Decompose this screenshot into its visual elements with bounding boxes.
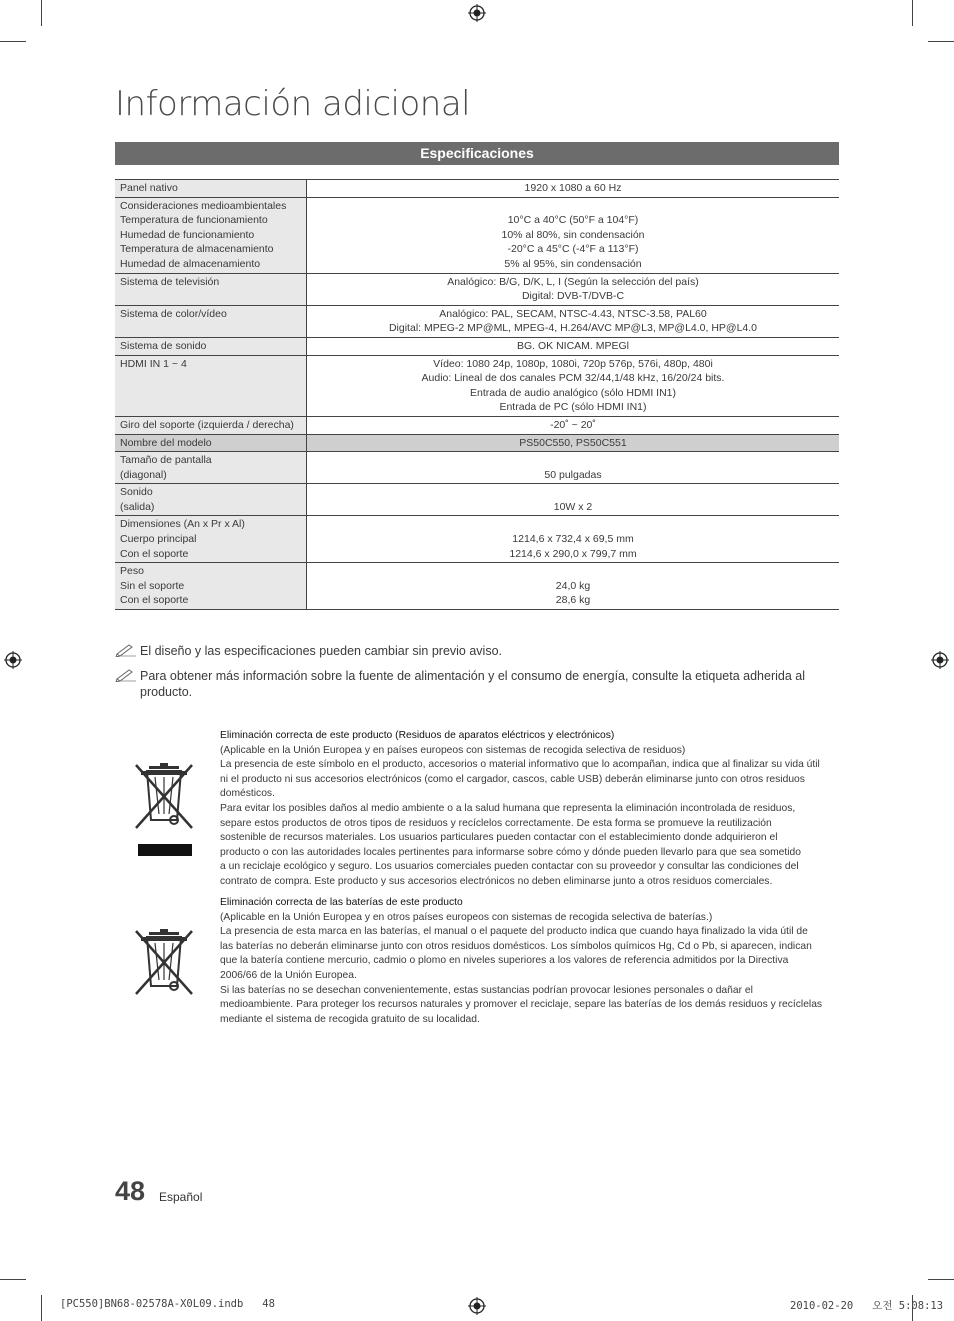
spec-value [307,452,840,484]
disposal-text-line: ni el producto ni sus accesorios electrónicos (como el cargador, cascos, cable USB) deberán eliminarse junto con otros residuos [220,773,805,785]
disposal-text-line: La presencia de este símbolo en el producto, accesorios o material informativo que lo acompañan, indica que al finalizar su vida útil [220,759,820,771]
spec-label-line: Peso [120,565,144,578]
spec-label-line: Dimensiones (An x Pr x Al) [120,518,245,531]
spec-label [115,305,307,337]
disposal-text-line: Para evitar los posibles daños al medio ambiente o a la salud humana que representa la eliminación incontrolada de residuos, [220,802,796,814]
spec-label [115,355,307,416]
spec-value [307,563,840,610]
spec-value [307,355,840,416]
spec-value-line: Analógico: B/G, D/K, L, I (Según la selección del país) [447,275,699,288]
spec-label-line: Cuerpo principal [120,533,197,546]
disposal-product-section [220,729,836,890]
spec-label-line: Sistema de color/vídeo [120,307,227,320]
page-number: 48 [115,1176,146,1206]
spec-label-line: Sonido [120,486,153,499]
spec-label-line: Temperatura de almacenamiento [120,243,274,256]
spec-value-line: 1214,6 x 290,0 x 799,7 mm [509,547,637,560]
crop-mark [912,0,913,26]
spec-label-line: Sistema de televisión [120,275,220,288]
disposal-text-line: a un reciclaje ecológico y seguro. Los usuarios comerciales pueden contactar con su proveedor y consultar las condiciones del [220,861,799,873]
page-title: Información adicional [115,84,471,124]
footer-timestamp: 2010-02-20 오전 5:08:13 [790,1300,944,1312]
note-design-change [115,643,839,659]
spec-label-line: Humedad de funcionamiento [120,228,255,241]
spec-row [115,452,839,484]
spec-label-line: Sin el soporte [120,579,185,592]
spec-label-line: (salida) [120,500,155,513]
spec-value-line: 1214,6 x 732,4 x 69,5 mm [512,533,634,546]
spec-value-line: 5% al 95%, sin condensación [504,257,642,270]
spec-value-line: 1920 x 1080 a 60 Hz [524,182,622,194]
spec-label-line: Sistema de sonido [120,339,207,352]
spec-value-line: -20°C a 45°C (-4°F a 113°F) [507,243,639,256]
spec-row [115,516,839,563]
disposal-text-line: mediante el sistema de recogida gratuito de su localidad. [220,1013,480,1025]
disposal-text-line: Si las baterías no se desechan convenientemente, estas sustancias podrían provocar lesiones personales o dañar el [220,984,753,996]
disposal-text-line: separe estos productos de otros tipos de residuos y recíclelos correctamente. De esta forma se promueve la reutilización [220,817,772,829]
disposal-text-line: sostenible de recursos materiales. Los usuarios particulares pueden contactar con el establecimiento donde adquirieron el [220,832,778,844]
spec-value [307,337,840,355]
spec-value [307,434,840,452]
spec-label-line: Tamaño de pantalla [120,454,212,467]
spec-row [115,337,839,355]
spec-table [115,179,839,610]
spec-value-line: 10W x 2 [553,500,593,513]
spec-value [307,180,840,198]
spec-value-line: BG. OK NICAM. MPEGl [516,339,629,352]
disposal-text-line: contrato de compra. Este producto y sus accesorios electrónicos no deben eliminarse junto a otros residuos comerciales. [220,875,773,887]
spec-row [115,355,839,416]
spec-label [115,484,307,516]
page-language: Español [159,1190,203,1204]
spec-label [115,273,307,305]
disposal-text-line: que la batería contiene mercurio, cadmio o plomo en niveles superiores a los valores de referencia admitidos por la Directiva [220,955,789,967]
crop-mark [41,0,42,26]
spec-value-line: Entrada de PC (sólo HDMI IN1) [499,401,647,414]
spec-value [307,197,840,273]
disposal-text-line: las baterías no deberán eliminarse junto con otros residuos domésticos. Los símbolos químicos Hg, Cd o Pb, si aparecen, indican [220,940,812,952]
spec-value-line: -20˚ ~ 20˚ [550,418,596,431]
spec-label-line: HDMI IN 1 ~ 4 [120,357,187,370]
spec-value [307,416,840,434]
disposal-product-heading: Eliminación correcta de este producto (Residuos de aparatos eléctricos y electrónicos) [220,730,615,741]
crop-mark [0,41,26,42]
spec-value-line: 28,6 kg [555,594,591,607]
spec-value-line: Digital: MPEG-2 MP@ML, MPEG-4, H.264/AVC MP@L3, MP@L4.0, HP@L4.0 [388,322,758,335]
crossed-out-wheelie-bin-icon [133,928,195,998]
spec-label [115,180,307,198]
crop-mark [928,41,954,42]
spec-value [307,516,840,563]
spec-row [115,197,839,273]
spec-label-line: Panel nativo [120,182,178,194]
spec-row [115,563,839,610]
spec-label [115,563,307,610]
spec-label [115,434,307,452]
disposal-text-line: 2006/66 de la Unión Europea. [220,969,357,981]
disposal-text-line: domésticos. [220,788,275,800]
spec-label-line: Humedad de almacenamiento [120,257,261,270]
spec-row [115,434,839,452]
spec-row [115,273,839,305]
section-header: Especificaciones [115,142,839,165]
spec-label [115,197,307,273]
disposal-text-line: producto o con las autoridades locales pertinentes para informarse sobre cómo y dónde pueden llevarlo para que sea sometido [220,846,801,858]
spec-value-line: 10% al 80%, sin condensación [501,228,645,241]
disposal-batteries-heading: Eliminación correcta de las baterías de este producto [220,897,463,908]
crop-mark [0,1279,26,1280]
spec-label-line: Con el soporte [120,594,189,607]
spec-row [115,180,839,198]
spec-value-line: 50 pulgadas [544,468,602,481]
spec-label [115,452,307,484]
disposal-text-line: La presencia de esta marca en las baterías, el manual o el paquete del producto indica que cuando haya finalizado la vida útil de [220,926,808,938]
disposal-text-line: (Aplicable en la Unión Europea y en otros países europeos con sistemas de recogida selectiva de baterías.) [220,911,713,923]
crosshair-registration-icon [931,651,949,669]
spec-row [115,484,839,516]
spec-label-line: Con el soporte [120,547,189,560]
spec-value [307,305,840,337]
spec-value-line: Entrada de audio analógico (sólo HDMI IN1) [469,386,677,399]
crop-mark [41,1295,42,1321]
disposal-text-line: (Aplicable en la Unión Europea y en países europeos con sistemas de recogida selectiva de residuos) [220,744,686,756]
footer-file: [PC550]BN68-02578A-X0L09.indb 48 [60,1298,275,1310]
spec-label-line: Temperatura de funcionamiento [120,214,268,227]
spec-label-line: (diagonal) [120,468,167,481]
spec-row [115,305,839,337]
pencil-note-icon [115,668,137,682]
spec-value-line: Digital: DVB-T/DVB-C [521,290,625,303]
spec-label-line: Nombre del modelo [120,436,212,449]
spec-value-line: 24,0 kg [555,579,591,592]
disposal-batteries-section [220,896,836,1027]
spec-label [115,416,307,434]
spec-row [115,416,839,434]
spec-value-line: Audio: Lineal de dos canales PCM 32/44,1/48 kHz, 16/20/24 bits. [421,372,725,385]
spec-value [307,273,840,305]
spec-label-line: Consideraciones medioambientales [120,199,287,212]
crosshair-registration-icon [468,1297,486,1315]
spec-label [115,337,307,355]
spec-value-line: Vídeo: 1080 24p, 1080p, 1080i, 720p 576p, 576i, 480p, 480i [433,357,713,370]
disposal-text-line: medioambiente. Para proteger los recursos naturales y promover el reciclaje, separe las baterías de los demás residuos y recíclelas [220,999,823,1011]
note-text: Para obtener más información sobre la fuente de alimentación y el consumo de energía, consulte la etiqueta adherida al producto. [140,669,805,699]
crosshair-registration-icon [4,651,22,669]
spec-label-line: Giro del soporte (izquierda / derecha) [120,418,294,431]
crossed-out-wheelie-bin-icon [133,762,195,858]
spec-value-line: Analógico: PAL, SECAM, NTSC-4.43, NTSC-3.58, PAL60 [439,307,707,320]
spec-label [115,516,307,563]
note-power-label [115,668,839,700]
spec-value-line: PS50C550, PS50C551 [519,436,627,449]
crop-mark [928,1279,954,1280]
pencil-note-icon [115,643,137,657]
note-text: El diseño y las especificaciones pueden cambiar sin previo aviso. [140,644,502,658]
spec-value [307,484,840,516]
crosshair-registration-icon [468,4,486,22]
spec-value-line: 10°C a 40°C (50°F a 104°F) [507,214,639,227]
